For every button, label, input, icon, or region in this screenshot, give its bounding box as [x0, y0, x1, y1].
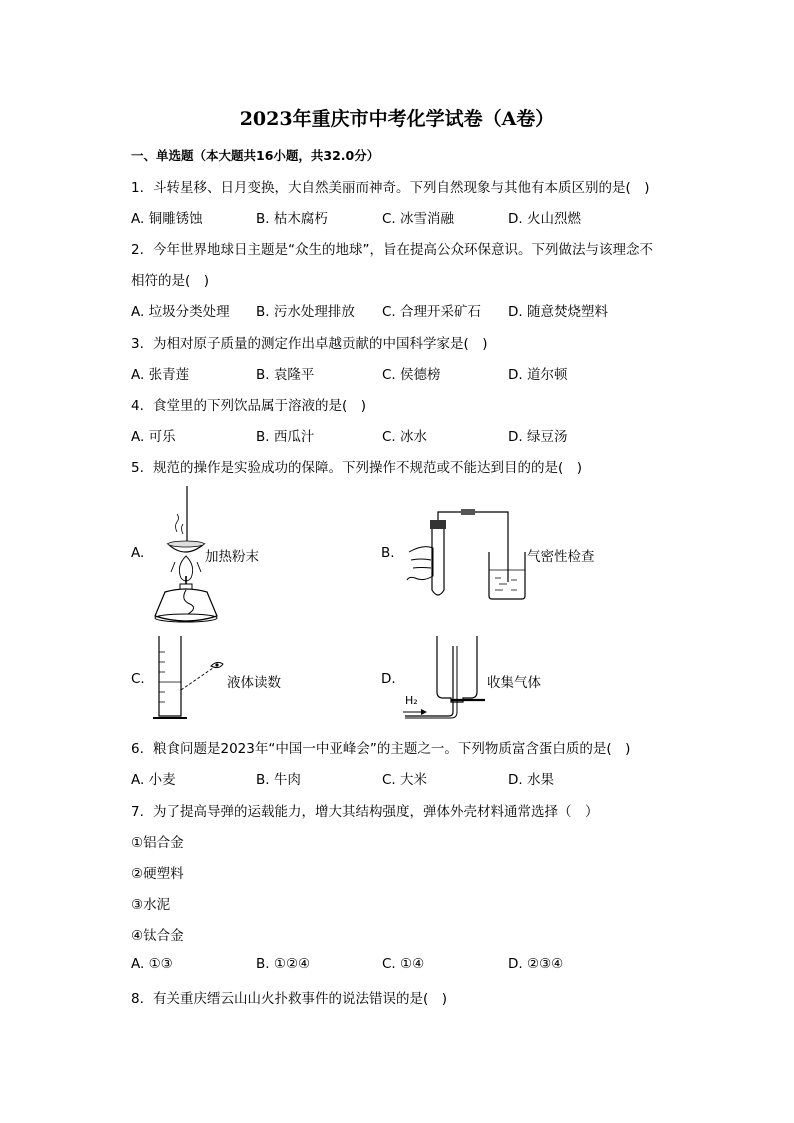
option-a[interactable]: A. 可乐 — [131, 429, 176, 445]
option-c[interactable]: C. 冰雪消融 — [382, 211, 455, 227]
question-number: 8. — [131, 991, 144, 1007]
question-number: 7. — [131, 804, 144, 820]
figure-letter: A. — [131, 545, 145, 561]
list-item: ④钛合金 — [131, 928, 184, 944]
question-6 — [131, 737, 630, 757]
figure-letter: B. — [381, 545, 395, 561]
question-number: 4. — [131, 398, 144, 414]
list-item: ①铝合金 — [131, 835, 184, 851]
question-number: 6. — [131, 741, 144, 757]
option-b[interactable]: B. ①②④ — [256, 956, 311, 972]
figure-b[interactable] — [381, 500, 641, 605]
figure-label: 液体读数 — [227, 675, 281, 691]
question-text: 规范的操作是实验成功的保障。下列操作不规范或不能达到目的的是( ) — [153, 460, 583, 476]
figure-label: 气密性检查 — [527, 549, 595, 565]
option-a[interactable]: A. 张青莲 — [131, 367, 190, 383]
option-c[interactable]: C. 大米 — [382, 772, 428, 788]
option-a[interactable]: A. 垃圾分类处理 — [131, 304, 230, 320]
option-a[interactable]: A. 小麦 — [131, 772, 176, 788]
airtightness-diagram — [381, 500, 641, 605]
graduated-cylinder-diagram — [131, 632, 371, 724]
question-text: 粮食问题是2023年“中国一中亚峰会”的主题之一。下列物质富含蛋白质的是( ) — [153, 741, 631, 757]
figure-letter: D. — [381, 671, 396, 687]
question-number: 2. — [131, 242, 144, 258]
question-4 — [131, 394, 366, 414]
question-text-continued: 相符的是( ) — [131, 273, 210, 289]
evaporating-dish-diagram — [131, 484, 371, 629]
question-number: 3. — [131, 336, 144, 352]
list-item: ②硬塑料 — [131, 866, 184, 882]
option-c[interactable]: C. 合理开采矿石 — [382, 304, 482, 320]
question-text: 斗转星移、日月变换，大自然美丽而神奇。下列自然现象与其他有本质区别的是( ) — [153, 180, 650, 196]
question-text: 为了提高导弹的运载能力，增大其结构强度，弹体外壳材料通常选择（ ） — [153, 804, 599, 820]
option-d[interactable]: D. 随意焚烧塑料 — [508, 304, 608, 320]
figure-label: 加热粉末 — [205, 549, 259, 565]
question-5 — [131, 456, 582, 476]
option-a[interactable]: A. ①③ — [131, 956, 173, 972]
option-b[interactable]: B. 污水处理排放 — [256, 304, 355, 320]
question-number: 5. — [131, 460, 144, 476]
gas-collection-diagram — [381, 632, 641, 724]
figure-a[interactable] — [131, 484, 371, 629]
option-c[interactable]: C. 侯德榜 — [382, 367, 441, 383]
option-d[interactable]: D. 火山烈燃 — [508, 211, 581, 227]
question-text: 今年世界地球日主题是“众生的地球”，旨在提高公众环保意识。下列做法与该理念不 — [153, 242, 653, 258]
option-d[interactable]: D. 绿豆汤 — [508, 429, 568, 445]
option-b[interactable]: B. 牛肉 — [256, 772, 301, 788]
figure-d[interactable] — [381, 632, 641, 724]
option-b[interactable]: B. 西瓜汁 — [256, 429, 315, 445]
question-7 — [131, 800, 599, 820]
question-text: 为相对原子质量的测定作出卓越贡献的中国科学家是( ) — [153, 336, 488, 352]
question-2 — [131, 238, 653, 258]
option-b[interactable]: B. 袁隆平 — [256, 367, 315, 383]
figure-letter: C. — [131, 671, 145, 687]
figure-c[interactable] — [131, 632, 371, 724]
question-text: 有关重庆缙云山山火扑救事件的说法错误的是( ) — [153, 991, 448, 1007]
option-c[interactable]: C. ①④ — [382, 956, 425, 972]
figure-label: 收集气体 — [487, 675, 541, 691]
option-a[interactable]: A. 铜雕锈蚀 — [131, 211, 203, 227]
question-text: 食堂里的下列饮品属于溶液的是( ) — [153, 398, 367, 414]
question-8 — [131, 987, 447, 1007]
option-c[interactable]: C. 冰水 — [382, 429, 428, 445]
question-1 — [131, 176, 650, 196]
question-3 — [131, 332, 488, 352]
question-number: 1. — [131, 180, 144, 196]
gas-label: H₂ — [405, 694, 418, 707]
page-title: 2023年重庆市中考化学试卷（A卷） — [239, 108, 555, 130]
option-b[interactable]: B. 枯木腐朽 — [256, 211, 328, 227]
list-item: ③水泥 — [131, 897, 171, 913]
option-d[interactable]: D. 道尔顿 — [508, 367, 568, 383]
option-d[interactable]: D. ②③④ — [508, 956, 564, 972]
section-heading: 一、单选题（本大题共16小题，共32.0分） — [131, 148, 380, 163]
option-d[interactable]: D. 水果 — [508, 772, 554, 788]
